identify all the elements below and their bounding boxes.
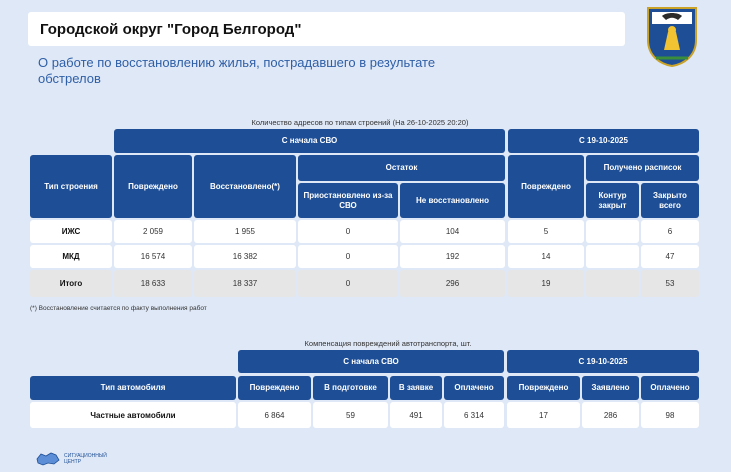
- table1-cell: 16 574: [114, 245, 192, 268]
- table1-cell: 53: [641, 270, 699, 297]
- logo-line-1: СИТУАЦИОННЫЙ: [64, 453, 107, 459]
- table2-cell: 17: [507, 402, 580, 428]
- table1-cell: 0: [298, 270, 398, 297]
- table1-cell: 14: [508, 245, 584, 268]
- table2-col-damaged: Повреждено: [238, 376, 311, 400]
- table1-row-name: Итого: [30, 270, 112, 297]
- table1-cell: 0: [298, 220, 398, 243]
- table1-footnote: (*) Восстановление считается по факту выполнения работ: [30, 305, 207, 312]
- table1-group-since-date: С 19-10-2025: [508, 129, 699, 153]
- table2-group-since-date: С 19-10-2025: [507, 350, 699, 373]
- page-subtitle: О работе по восстановлению жилья, пострадавшего в результате обстрелов: [38, 55, 436, 86]
- table2-cell: 491: [390, 402, 442, 428]
- table1-cell: 16 382: [194, 245, 296, 268]
- table1-col-restored: Восстановлено(*): [194, 155, 296, 218]
- table1-col-suspended: Приостановлено из-за СВО: [298, 183, 398, 218]
- table1-col-not-restored: Не восстановлено: [400, 183, 505, 218]
- table1-cell: 18 337: [194, 270, 296, 297]
- table1-cell: 18 633: [114, 270, 192, 297]
- table1-cell: 6: [641, 220, 699, 243]
- table1-col-type: Тип строения: [30, 155, 112, 218]
- table1-cell: [586, 245, 639, 268]
- table1-col-closed-all: Закрыто всего: [641, 183, 699, 218]
- table1-cell: [586, 220, 639, 243]
- region-map-icon: [36, 452, 60, 466]
- table1-cell: 19: [508, 270, 584, 297]
- table1-cell: 2 059: [114, 220, 192, 243]
- table2-col-in-app: В заявке: [390, 376, 442, 400]
- page-title: Городской округ "Город Белгород": [40, 20, 302, 38]
- table1-cell: 104: [400, 220, 505, 243]
- table2-col-declared: Заявлено: [582, 376, 639, 400]
- table2-col-in-prep: В подготовке: [313, 376, 388, 400]
- table2-cell: 98: [641, 402, 699, 428]
- table1-col-damaged-since-date: Повреждено: [508, 155, 584, 218]
- table2-col-paid: Оплачено: [444, 376, 504, 400]
- table1-row-name: ИЖС: [30, 220, 112, 243]
- table1-col-contour: Контур закрыт: [586, 183, 639, 218]
- table2-cell: 59: [313, 402, 388, 428]
- table2-col-paid-since-date: Оплачено: [641, 376, 699, 400]
- table2-col-vehicle: Тип автомобиля: [30, 376, 236, 400]
- logo-line-2: ЦЕНТР: [64, 459, 82, 465]
- table2-col-damaged-since-date: Повреждено: [507, 376, 580, 400]
- table2-cell: 6 864: [238, 402, 311, 428]
- table1-cell: [586, 270, 639, 297]
- situation-center-logo: [36, 452, 107, 466]
- table1-group-since-svo: С начала СВО: [114, 129, 505, 153]
- table1-caption: Количество адресов по типам строений (На 26-10-2025 20:20): [251, 118, 469, 127]
- table2-cell: 6 314: [444, 402, 504, 428]
- table1-cell: 296: [400, 270, 505, 297]
- table1-subgroup-receipts: Получено расписок: [586, 155, 699, 181]
- table1-subgroup-remainder: Остаток: [298, 155, 505, 181]
- table1-cell: 5: [508, 220, 584, 243]
- title-bar: [28, 12, 625, 46]
- table1-col-damaged: Повреждено: [114, 155, 192, 218]
- table1-cell: 1 955: [194, 220, 296, 243]
- coat-of-arms-icon: [644, 2, 700, 68]
- table1-cell: 0: [298, 245, 398, 268]
- table2-group-since-svo: С начала СВО: [238, 350, 504, 373]
- table1-cell: 192: [400, 245, 505, 268]
- table2-cell: 286: [582, 402, 639, 428]
- table2-row-name: Частные автомобили: [30, 402, 236, 428]
- table1-cell: 47: [641, 245, 699, 268]
- table1-row-name: МКД: [30, 245, 112, 268]
- table2-caption: Компенсация повреждений автотранспорта, шт.: [304, 339, 472, 348]
